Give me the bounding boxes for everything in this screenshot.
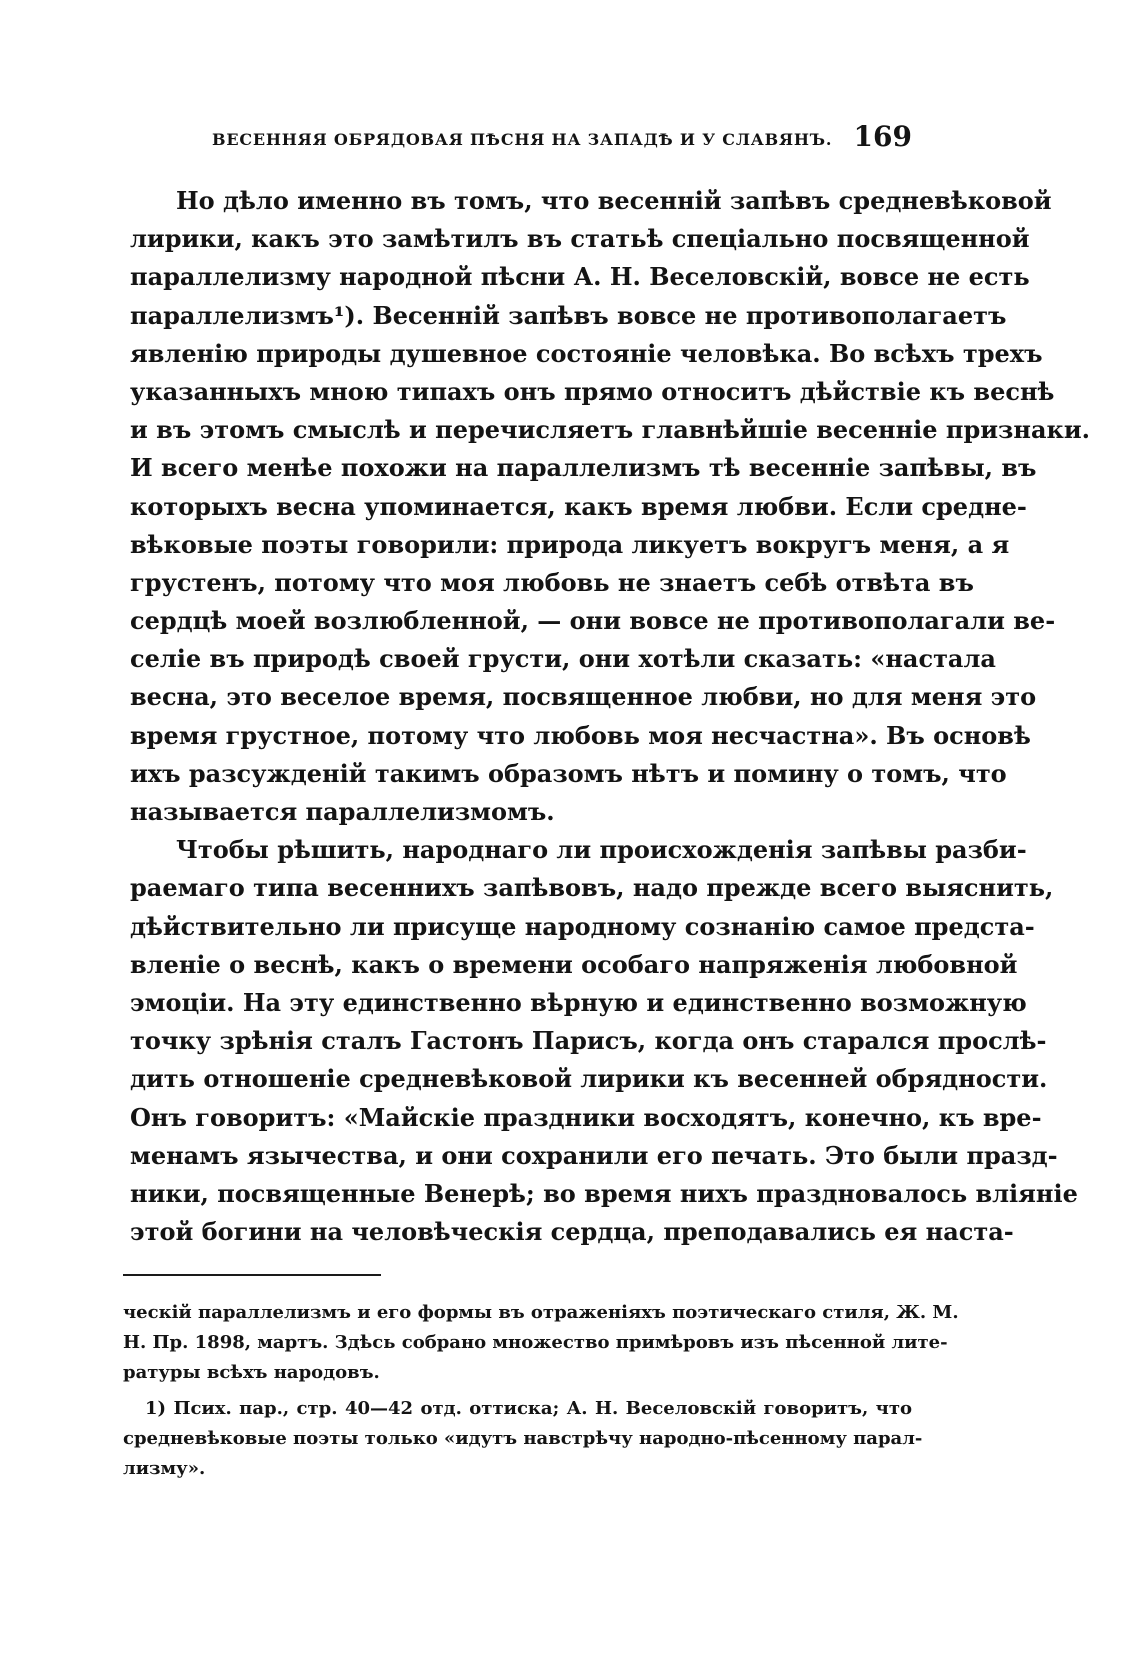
text-line: явленію природы душевное состояніе человѣка. Во всѣхъ трехъ xyxy=(130,338,1043,368)
text-line: И всего менѣе похожи на параллелизмъ тѣ весенніе запѣвы, въ xyxy=(130,453,1037,483)
text-line: менамъ язычества, и они сохранили его печать. Это были празд- xyxy=(130,1140,1058,1170)
main-text xyxy=(130,182,1090,1251)
text-line: весна, это веселое время, посвященное любви, но для меня это xyxy=(130,682,1037,712)
text-line: вленіе о веснѣ, какъ о времени особаго напряженія любовной xyxy=(130,949,1018,979)
footnote-line: Н. Пр. 1898, мартъ. Здѣсь собрано множество примѣровъ изъ пѣсенной лите- xyxy=(123,1332,948,1353)
footnote-divider xyxy=(123,1274,381,1276)
text-line: эмоціи. На эту единственно вѣрную и единственно возможную xyxy=(130,987,1027,1017)
footnote-line: средневѣковые поэты только «идутъ навстрѣчу народно-пѣсенному парал- xyxy=(123,1428,923,1449)
footnote-line: ратуры всѣхъ народовъ. xyxy=(123,1362,380,1383)
footnote-line: лизму». xyxy=(123,1458,206,1479)
text-line: параллелизму народной пѣсни А. Н. Веселовскій, вовсе не есть xyxy=(130,262,1030,292)
page-header xyxy=(212,120,912,160)
text-line: селіе въ природѣ своей грусти, они хотѣли сказать: «настала xyxy=(130,644,996,674)
text-line: время грустное, потому что любовь моя несчастна». Въ основѣ xyxy=(130,720,1031,750)
running-title: ВЕСЕННЯЯ ОБРЯДОВАЯ ПѢСНЯ НА ЗАПАДѢ И У СЛАВЯНЪ. xyxy=(212,130,833,149)
text-line: вѣковые поэты говорили: природа ликуетъ вокругъ меня, а я xyxy=(130,529,1010,559)
text-line: Онъ говоритъ: «Майскіе праздники восходятъ, конечно, къ вре- xyxy=(130,1102,1042,1132)
text-line: называется параллелизмомъ. xyxy=(130,797,555,826)
text-line: этой богини на человѣческія сердца, преподавались ея наста- xyxy=(130,1217,1014,1247)
text-line: Чтобы рѣшить, народнаго ли происхожденія запѣвы разби- xyxy=(176,835,1027,865)
text-line: ихъ разсужденій такимъ образомъ нѣтъ и помину о томъ, что xyxy=(130,758,1007,788)
text-line: Но дѣло именно въ томъ, что весенній запѣвъ средневѣковой xyxy=(176,186,1052,215)
footnote-line: ческій параллелизмъ и его формы въ отраженіяхъ поэтическаго стиля, Ж. М. xyxy=(123,1302,959,1323)
footnotes xyxy=(123,1298,959,1484)
text-line: точку зрѣнія сталъ Гастонъ Парисъ, когда онъ старался прослѣ- xyxy=(130,1026,1047,1056)
footnote-line: 1) Псих. пар., стр. 40—42 отд. оттиска; А. Н. Веселовскій говоритъ, что xyxy=(145,1398,912,1419)
text-line: раемаго типа весеннихъ запѣвовъ, надо прежде всего выяснить, xyxy=(130,873,1054,903)
text-line: параллелизмъ¹). Весенній запѣвъ вовсе не противополагаетъ xyxy=(130,300,1007,330)
text-line: и въ этомъ смыслѣ и перечисляетъ главнѣйшіе весенніе признаки. xyxy=(130,415,1090,445)
text-line: лирики, какъ это замѣтилъ въ статьѣ спеціально посвященной xyxy=(130,224,1030,254)
text-line: указанныхъ мною типахъ онъ прямо относитъ дѣйствіе къ веснѣ xyxy=(130,376,1055,406)
page-number: 169 xyxy=(853,120,912,153)
text-line: дѣйствительно ли присуще народному сознанію самое предста- xyxy=(130,911,1035,941)
text-line: которыхъ весна упоминается, какъ время любви. Если средне- xyxy=(130,491,1027,521)
text-line: грустенъ, потому что моя любовь не знаетъ себѣ отвѣта въ xyxy=(130,567,974,597)
text-line: дить отношеніе средневѣковой лирики къ весенней обрядности. xyxy=(130,1064,1048,1094)
text-line: ники, посвященные Венерѣ; во время нихъ праздновалось вліяніе xyxy=(130,1178,1078,1208)
text-line: сердцѣ моей возлюбленной, — они вовсе не противополагали ве- xyxy=(130,606,1056,636)
